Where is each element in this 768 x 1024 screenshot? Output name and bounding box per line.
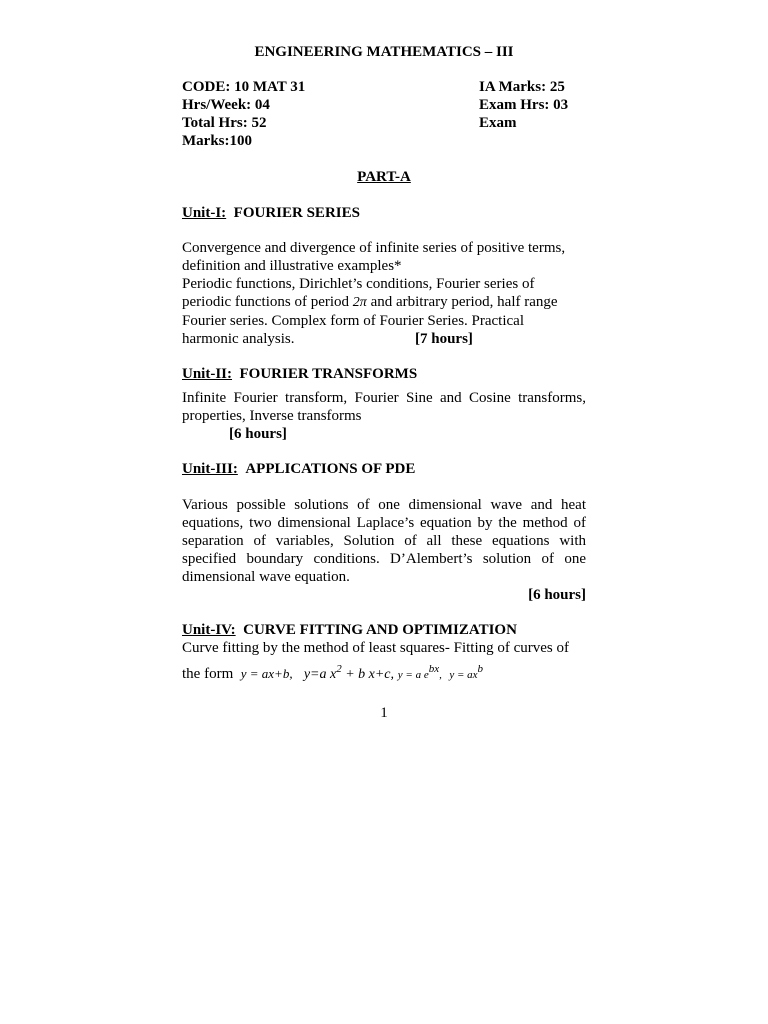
- unit4-title: CURVE FITTING AND OPTIMIZATION: [243, 622, 517, 638]
- meta-row: [182, 78, 582, 96]
- equation-quadratic: [303, 663, 395, 682]
- part-heading: PART-A: [357, 169, 411, 185]
- course-meta: [182, 78, 582, 150]
- eq-exponent: b: [477, 663, 484, 675]
- unit1-line: definition and illustrative examples*: [182, 258, 402, 274]
- unit1-line: Convergence and divergence of infinite series of positive terms,: [182, 240, 566, 256]
- unit4-line: Curve fitting by the method of least squares- Fitting of curves of: [182, 640, 570, 656]
- unit1-line: Periodic functions, Dirichlet’s conditions, Fourier series of: [182, 276, 535, 292]
- unit2-title: FOURIER TRANSFORMS: [239, 366, 418, 382]
- unit1-line: [182, 293, 586, 312]
- page-number: 1: [380, 705, 388, 721]
- unit1-line: Fourier series. Complex form of Fourier Series. Practical: [182, 313, 524, 329]
- eq-exponent: 2: [336, 663, 342, 675]
- equation-power: [449, 663, 484, 681]
- exam-hours: Exam Hrs: 03: [479, 97, 569, 113]
- meta-row: [182, 132, 582, 150]
- eq-base: y=a x: [303, 667, 337, 682]
- unit1-line-part: harmonic analysis.: [182, 331, 295, 347]
- unit1-label: Unit-I:: [182, 205, 227, 221]
- unit4-line-prefix: the form: [182, 666, 234, 682]
- meta-row: [182, 114, 582, 132]
- eq-rest: ,: [439, 669, 442, 681]
- unit4-equation-line: [182, 665, 586, 684]
- unit3-title: APPLICATIONS OF PDE: [245, 461, 416, 477]
- unit3-body: Various possible solutions of one dimensional wave and heat equations, two dimensional Laplace’s equation by the method of separation of variables, Solution of all these equations with specified boundary conditions. D’Alembert’s solution of one dimensional wave equation.: [182, 497, 586, 585]
- eq-base: y = ax: [449, 669, 478, 681]
- exam-label: Exam: [479, 115, 517, 131]
- ia-marks: IA Marks: 25: [479, 79, 565, 95]
- unit1-line-part: and arbitrary period, half range: [366, 294, 558, 310]
- unit2-hours: [6 hours]: [229, 426, 287, 442]
- unit2-heading: [182, 365, 417, 383]
- two-pi-math: 2π: [352, 295, 367, 310]
- equation-exponential: [397, 663, 442, 681]
- unit4-body: [182, 639, 586, 684]
- unit1-title: FOURIER SERIES: [233, 205, 360, 221]
- unit3-label: Unit-III:: [182, 461, 238, 477]
- course-code: CODE: 10 MAT 31: [182, 79, 306, 95]
- unit2-label: Unit-II:: [182, 366, 233, 382]
- eq-rest: + b x+c,: [341, 667, 395, 682]
- unit2-body: Infinite Fourier transform, Fourier Sine and Cosine transforms, properties, Inverse transforms: [182, 390, 586, 424]
- unit1-body: [182, 239, 586, 348]
- unit3-hours: [6 hours]: [528, 587, 586, 603]
- unit1-heading: [182, 204, 360, 222]
- unit1-line: [182, 330, 586, 348]
- hours-per-week: Hrs/Week: 04: [182, 97, 270, 113]
- unit4-heading: [182, 621, 517, 639]
- unit1-line-part: periodic functions of period: [182, 294, 353, 310]
- total-hours: Total Hrs: 52: [182, 115, 267, 131]
- document-title: ENGINEERING MATHEMATICS – III: [254, 44, 514, 60]
- eq-base: y = a e: [397, 669, 429, 681]
- equation-linear: y = ax+b,: [240, 666, 293, 681]
- unit1-hours: [7 hours]: [415, 331, 473, 347]
- exam-marks: Marks:100: [182, 133, 252, 149]
- unit3-heading: [182, 460, 415, 478]
- eq-exponent: bx: [428, 663, 440, 675]
- unit4-label: Unit-IV:: [182, 622, 236, 638]
- meta-row: [182, 96, 582, 114]
